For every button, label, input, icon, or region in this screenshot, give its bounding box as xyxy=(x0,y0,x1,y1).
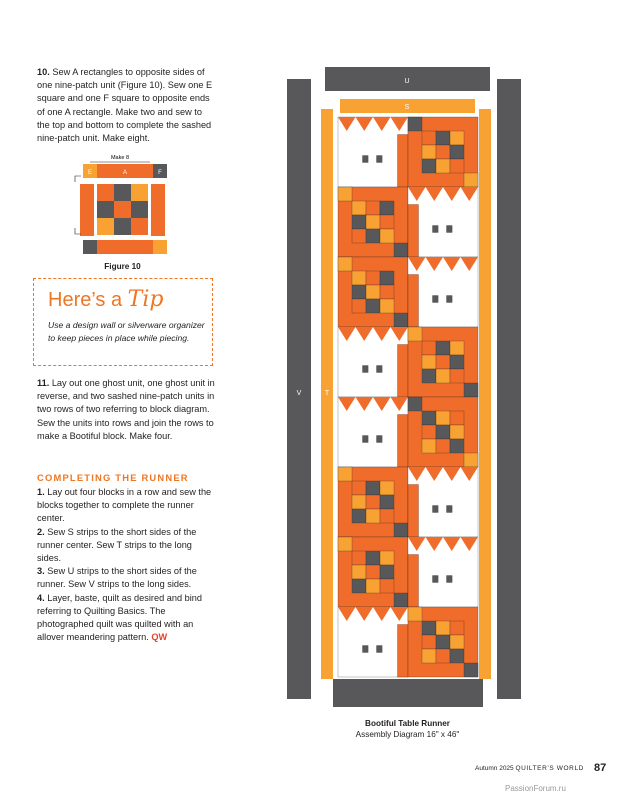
nine-patch-square xyxy=(450,341,464,355)
step-num: 3. xyxy=(37,566,45,577)
ghost-side xyxy=(408,205,419,258)
step-num: 1. xyxy=(37,487,45,497)
corner-square xyxy=(394,593,408,607)
nine-patch-square xyxy=(450,439,464,453)
nine-patch-square xyxy=(436,159,450,173)
piece-a-right xyxy=(151,184,165,236)
tip-title xyxy=(48,287,163,312)
ghost-side xyxy=(408,485,419,538)
nine-patch-square xyxy=(366,509,380,523)
corner-square xyxy=(408,327,422,341)
nine-patch-square xyxy=(422,341,436,355)
corner-square xyxy=(464,383,478,397)
corner-square xyxy=(338,187,352,201)
nine-patch-square xyxy=(352,229,366,243)
corner-square xyxy=(394,313,408,327)
nine-patch-square xyxy=(436,369,450,383)
runner-caption-sub: Assembly Diagram 16" x 46" xyxy=(355,729,460,739)
strip-u-bottom xyxy=(333,679,483,707)
tip-box xyxy=(33,278,213,366)
completing-heading: COMPLETING THE RUNNER xyxy=(37,472,189,483)
label-a: A xyxy=(122,170,128,176)
step-text: Layer, baste, quilt as desired and bind referring to Quilting Basics. The photographed quilt was quilted with an allover meandering pattern. xyxy=(37,592,202,643)
nine-patch-square xyxy=(380,299,394,313)
ghost-eye xyxy=(433,576,439,583)
nine-patch-square xyxy=(352,271,366,285)
nine-patch-square xyxy=(366,299,380,313)
runner-blocks xyxy=(338,117,478,677)
step-11-text: Lay out one ghost unit, one ghost unit in reverse, and two sashed nine-patch units in two rows of two referring to block diagram. Sew the units into rows and join the rows to make a Bootiful block. Make four. xyxy=(37,378,215,441)
label-f: F xyxy=(158,170,162,176)
nine-patch-square xyxy=(450,425,464,439)
nine-patch-square xyxy=(380,285,394,299)
watermark: PassionForum.ru xyxy=(505,784,566,793)
nine-patch-square xyxy=(366,285,380,299)
nine-patch-square xyxy=(436,145,450,159)
label-v: V xyxy=(296,390,302,397)
nine-patch-square xyxy=(436,649,450,663)
nine-patch-square xyxy=(422,621,436,635)
nine-patch-square xyxy=(450,649,464,663)
nine-patch-square xyxy=(450,411,464,425)
nine-patch-square xyxy=(366,271,380,285)
nine-patch-square xyxy=(450,145,464,159)
tip-text: Use a design wall or silverware organizer to keep pieces in place while piecing. xyxy=(48,320,205,343)
nine-patch-square xyxy=(450,369,464,383)
corner-square xyxy=(408,607,422,621)
step-num: 4. xyxy=(37,592,45,603)
piece-a-left xyxy=(80,184,94,236)
page-footer xyxy=(475,765,584,772)
ghost-side xyxy=(408,555,419,608)
nine-patch-square xyxy=(366,551,380,565)
corner-square xyxy=(394,523,408,537)
nine-patch-square xyxy=(422,355,436,369)
corner-square xyxy=(464,453,478,467)
corner-square xyxy=(338,537,352,551)
nine-patch-square xyxy=(366,495,380,509)
nine-patch-square xyxy=(450,131,464,145)
completing-step-4 xyxy=(37,592,217,645)
nine-patch-square xyxy=(366,481,380,495)
step-10-paragraph xyxy=(37,66,217,145)
nine-patch-square xyxy=(352,285,366,299)
figure-10-diagram xyxy=(65,152,175,267)
nine-patch-square xyxy=(450,355,464,369)
ghost-side xyxy=(408,275,419,328)
nine-patch-square xyxy=(352,579,366,593)
nine-patch-square xyxy=(436,341,450,355)
footer-magazine: QUILTER’S WORLD xyxy=(515,765,584,772)
ghost-eye xyxy=(377,436,383,443)
nine-patch-square xyxy=(422,411,436,425)
nine-patch-square xyxy=(436,621,450,635)
ghost-eye xyxy=(363,366,369,373)
step-10-text: Sew A rectangles to opposite sides of one nine-patch unit (Figure 10). Sew one E square and one F square to opposite ends of one A rectangle. Make two and sew to the top and bottom to complete the sashed nine-patch unit. Make eight. xyxy=(37,67,213,144)
nine-patch-square xyxy=(436,131,450,145)
step-num: 2. xyxy=(37,526,45,537)
nine-patch-square xyxy=(380,271,394,285)
nine-patch-square xyxy=(436,355,450,369)
step-11-number: 11. xyxy=(37,378,50,388)
nine-patch-square xyxy=(380,215,394,229)
nine-patch-square xyxy=(352,565,366,579)
runner-caption xyxy=(325,719,490,740)
strip-v-right xyxy=(497,79,521,699)
completing-step-2 xyxy=(37,526,217,566)
nine-patch-square xyxy=(366,579,380,593)
nine-patch-square xyxy=(422,131,436,145)
corner-square xyxy=(338,257,352,271)
ghost-eye xyxy=(433,226,439,233)
ghost-eye xyxy=(447,576,453,583)
nine-patch-square xyxy=(380,579,394,593)
ghost-eye xyxy=(377,156,383,163)
nine-patch-square xyxy=(422,425,436,439)
nine-patch-square xyxy=(352,481,366,495)
ghost-side xyxy=(398,135,409,188)
label-u: U xyxy=(404,78,410,85)
corner-square xyxy=(338,467,352,481)
nine-patch-square xyxy=(436,425,450,439)
ghost-eye xyxy=(377,646,383,653)
nine-patch-square xyxy=(450,635,464,649)
nine-patch-square xyxy=(450,159,464,173)
corner-square xyxy=(408,397,422,411)
step-text: Lay out four blocks in a row and sew the blocks together to complete the runner center. xyxy=(37,487,212,524)
runner-assembly-diagram xyxy=(285,67,525,712)
runner-caption-title: Bootiful Table Runner xyxy=(365,719,450,728)
nine-patch-square xyxy=(422,649,436,663)
step-text: Sew S strips to the short sides of the runner center. Sew T strips to the long sides. xyxy=(37,526,197,564)
ghost-eye xyxy=(363,646,369,653)
nine-patch-square xyxy=(380,509,394,523)
ghost-eye xyxy=(433,296,439,303)
ghost-eye xyxy=(447,226,453,233)
nine-patch-square xyxy=(352,215,366,229)
corner-square xyxy=(464,173,478,187)
strip-t-right xyxy=(479,109,491,679)
label-e: E xyxy=(87,170,93,176)
nine-patch-square xyxy=(436,439,450,453)
label-s: S xyxy=(404,104,410,111)
completing-steps xyxy=(37,486,217,644)
nine-patch-square xyxy=(380,565,394,579)
nine-patch-square xyxy=(366,215,380,229)
nine-patch-square xyxy=(366,565,380,579)
ghost-side xyxy=(398,625,409,678)
tip-title-script: Tip xyxy=(127,287,164,312)
completing-step-3 xyxy=(37,565,217,591)
nine-patch-square xyxy=(352,509,366,523)
nine-patch-square xyxy=(380,201,394,215)
ghost-eye xyxy=(447,506,453,513)
step-text: Sew U strips to the short sides of the runner. Sew V strips to the long sides. xyxy=(37,566,197,590)
nine-patch-square xyxy=(380,495,394,509)
nine-patch-square xyxy=(380,229,394,243)
nine-patch-square xyxy=(450,621,464,635)
completing-step-1 xyxy=(37,486,217,526)
figure-10-make-label: Make 8 xyxy=(110,155,130,161)
nine-patch-square xyxy=(422,439,436,453)
page-number: 87 xyxy=(594,762,607,774)
nine-patch-square xyxy=(380,551,394,565)
nine-patch-square xyxy=(436,635,450,649)
nine-patch xyxy=(97,184,148,235)
corner-square xyxy=(394,243,408,257)
corner-square xyxy=(408,117,422,131)
ghost-eye xyxy=(433,506,439,513)
nine-patch-square xyxy=(422,369,436,383)
ghost-eye xyxy=(377,366,383,373)
figure-10-caption: Figure 10 xyxy=(104,262,141,271)
nine-patch-square xyxy=(422,145,436,159)
nine-patch-square xyxy=(422,635,436,649)
qw-end-mark: QW xyxy=(151,632,168,643)
footer-issue: Autumn 2025 xyxy=(475,765,516,772)
nine-patch-square xyxy=(366,201,380,215)
strip-v-left xyxy=(287,79,311,699)
corner-square xyxy=(464,663,478,677)
nine-patch-square xyxy=(352,299,366,313)
ghost-eye xyxy=(363,436,369,443)
ghost-side xyxy=(398,345,409,398)
nine-patch-square xyxy=(436,411,450,425)
nine-patch-square xyxy=(366,229,380,243)
step-11-paragraph xyxy=(37,377,217,443)
nine-patch-square xyxy=(352,201,366,215)
nine-patch-square xyxy=(380,481,394,495)
tip-title-plain: Here’s a xyxy=(48,289,128,311)
ghost-eye xyxy=(447,296,453,303)
ghost-side xyxy=(398,415,409,468)
nine-patch-square xyxy=(352,495,366,509)
nine-patch-square xyxy=(352,551,366,565)
step-10-number: 10. xyxy=(37,67,50,77)
ghost-eye xyxy=(363,156,369,163)
label-t: T xyxy=(324,390,330,397)
figure-10 xyxy=(65,152,175,267)
nine-patch-square xyxy=(422,159,436,173)
